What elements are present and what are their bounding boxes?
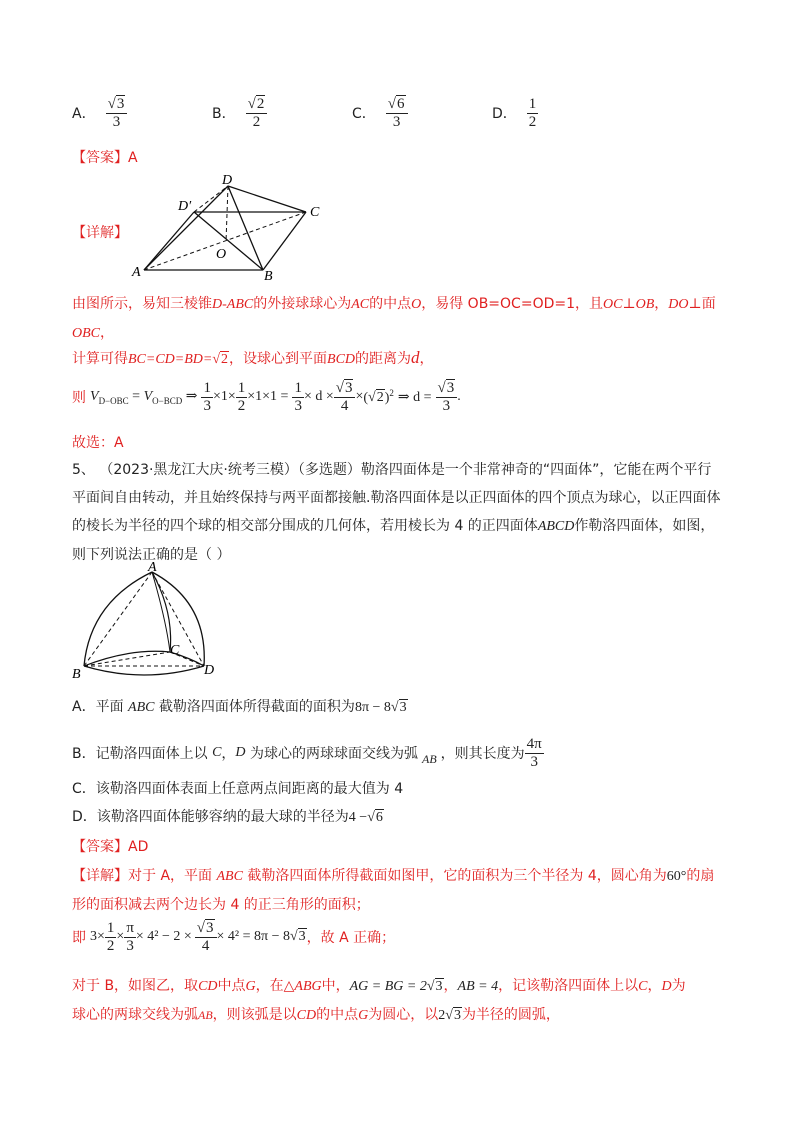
fraction: $\frac{√3}{3}$ [106,96,128,130]
label-D: D [204,663,215,678]
solution-5-b: 对于 B，如图乙，取CD中点G，在△ABG中，AG = BG = 2√3，AB = 4，记该勒洛四面体上以C，D为 球心的两球交线为弧AB，则该弧是以CD的中点G为圆心，以2√3为半径的圆弧， [72,978,686,1023]
sqrt: √3 [107,96,125,112]
q5-option-a: A．平面 ABC 截勒洛四面体所得截面的面积为8π − 8√3 [72,699,407,715]
option-label: A． [72,106,96,122]
label-D: D [222,173,233,188]
option-label: B． [212,106,236,122]
label-B: B [72,667,81,682]
q5-option-b: B．记勒洛四面体上以 C ， D 为球心的两球球面交线为弧 AB ，则其长度为 $\frac{4\pi}{3}$ [72,736,542,770]
answer-line: 【答案】A [72,150,138,166]
label-C: C [310,205,320,220]
solution-paragraph: 由图所示，易知三棱锥D-ABC的外接球球心为AC的中点O，易得 OB=OC=OD=1，且OC⊥OB，DO⊥面 OBC， [72,296,716,341]
area-equation: 即 3× $\frac{1}{2}$ × $\frac{\pi}{3}$ × 4² − 2 × $\frac{√3}{4}$ × 4² = 8π − 8 √3 ，故 A 正确； [72,920,396,954]
fraction: $\frac{√6}{3}$ [386,96,408,130]
label-C: C [170,643,180,658]
label-B: B [264,269,273,280]
reuleaux-figure [70,562,220,682]
option-c [352,96,408,130]
question-5: 5、 （2023·黑龙江大庆·统考三模）（多选题）勒洛四面体是一个非常神奇的“四面体”，它能在两个平行 平面间自由转动，并且始终保持与两平面都接触.勒洛四面体是以正四面体的四个顶点为球心，以正四面体 的棱长为半径的四个球的相交部分围成的几何体，若用棱长为 4 的正四面体ABCD作勒洛四面体，如图， 则下列说法正确的是（ ） [72,462,721,563]
pyramid-figure [128,172,338,280]
fraction: $\frac{1}{2}$ [528,96,537,130]
label-Dprime: D′ [178,199,192,214]
option-d [492,96,538,130]
option-label: D． [492,106,517,122]
answer-line: 【答案】AD [72,839,149,855]
option-b [212,96,267,130]
fraction: $\frac{√2}{2}$ [246,96,268,130]
q5-option-d: D．该勒洛四面体能够容纳的最大球的半径为4 −√6 [72,809,383,825]
q5-option-c: C．该勒洛四面体表面上任意两点间距离的最大值为 4 [72,781,404,797]
label-O: O [216,247,227,262]
option-a [72,96,127,130]
calc-line: 计算可得BC=CD=BD=√2，设球心到平面BCD的距离为d， [72,348,434,367]
label-A: A [132,265,141,280]
solution-5: 【详解】对于 A，平面 ABC 截勒洛四面体所得截面如图甲，它的面积为三个半径为 4，圆心角为60°的扇 形的面积减去两个边长为 4 的正三角形的面积； [72,868,715,913]
option-label: C． [352,106,376,122]
label-A: A [148,562,157,575]
volume-equation: 则 $V_{D-OBC} = V_{O-BCD}$ ⇒ $\frac{1}{3}$ ×1× $\frac{1}{2}$ ×1×1 = $\frac{1}{3}$ × d × $\frac{√3}{4}$ × $(√2)^2$ ⇒ d = $\frac{√3}{3}$ . [72,380,461,414]
conclusion: 故选：A [72,435,124,451]
detail-tag: 【详解】 [72,225,128,241]
